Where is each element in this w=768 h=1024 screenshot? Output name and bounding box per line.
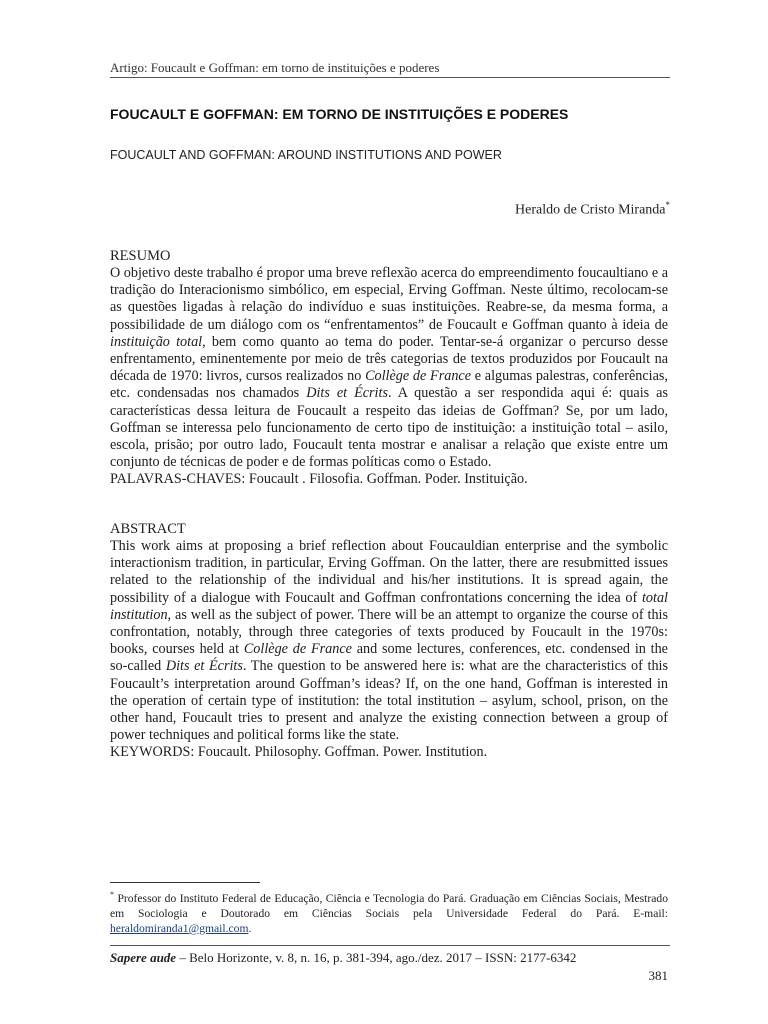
resumo-heading: RESUMO	[110, 248, 171, 264]
footnote-rule	[110, 882, 260, 883]
running-header: Artigo: Foucault e Goffman: em torno de instituições e poderes	[110, 60, 440, 75]
email-link[interactable]: heraldomiranda1@gmail.com	[110, 921, 249, 935]
author-footnote-mark: *	[665, 200, 670, 210]
journal-name: Sapere aude	[110, 950, 177, 965]
abstract-text-part: This work aims at proposing a brief reflection about Foucauldian enterprise and the symbolic interactionism tradition, in particular, Erving Goffman. On the latter, there are resubmitted issues related to the relationship of the individual and his/her institutions. It is spread again, the possibility of a dialogue with Foucault and Goffman confrontations concerning the idea of	[110, 538, 668, 606]
page-number: 381	[648, 968, 668, 983]
abstract-italic-term: total institution	[110, 589, 668, 623]
article-subtitle: FOUCAULT AND GOFFMAN: AROUND INSTITUTIONS AND POWER	[110, 148, 502, 162]
journal-details: – Belo Horizonte, v. 8, n. 16, p. 381-394, ago./dez. 2017 – ISSN: 2177-6342	[176, 950, 577, 965]
resumo-text-part: O objetivo deste trabalho é propor uma breve reflexão acerca do empreendimento foucaultiano e a tradição do Interacionismo simbólico, em especial, Erving Goffman. Neste último, recolocam-se as questões ligadas à relação do indivíduo e suas instituições. Reabre-se, da mesma forma, a possibilidade de um diálogo com os “enfrentamentos” de Foucault e Goffman quanto à ideia de	[110, 265, 668, 333]
footnote-end: .	[248, 921, 252, 935]
footnote-text: Professor do Instituto Federal de Educação, Ciência e Tecnologia do Pará. Graduação em Ciências Sociais, Mestrado em Sociologia e Doutorado em Ciências Sociais pela Universidade Federal do Pará. E-mail:	[110, 891, 668, 920]
resumo-text-part: . A questão a ser respondida aqui é: quais as características dessa leitura de Foucault a respeito das ideias de Goffman? Se, por um lado, Goffman se interessa pelo funcionamento de certo tipo de instituição: a instituição total – asilo, escola, prisão; por outro lado, Foucault tenta mostrar e analisar a relação que existe entre um conjunto de técnicas de poder e de formas políticas como o Estado.	[110, 385, 668, 471]
abstract-heading: ABSTRACT	[110, 521, 186, 537]
abstract-italic-term: Dits et Écrits	[165, 658, 243, 675]
footnote-mark: *	[110, 890, 114, 899]
resumo-keywords: PALAVRAS-CHAVES: Foucault . Filosofia. Goffman. Poder. Instituição.	[110, 471, 528, 488]
abstract-text-part: , as well as the subject of power. There will be an attempt to organize the course of this confrontation, notably, through three categories of texts produced by Foucault in the 1970s: books, courses held at	[110, 606, 668, 658]
abstract-section	[110, 520, 668, 762]
resumo-text	[110, 265, 668, 471]
footer-rule	[110, 945, 670, 946]
journal-citation	[110, 950, 670, 966]
resumo-text-part: , bem como quanto ao tema do poder. Tentar-se-á organizar o percurso desse enfrentamento, eminentemente por meio de três categorias de textos produzidos por Foucault na década de 1970: livros, cursos realizados no	[110, 333, 668, 385]
abstract-text-part: and some lectures, conferences, etc. condensed in the so-called	[110, 641, 668, 675]
abstract-text	[110, 538, 668, 744]
abstract-italic-term: Collège de France	[243, 641, 352, 658]
author-name: Heraldo de Cristo Miranda	[515, 202, 666, 218]
resumo-text-part: e algumas palestras, conferências, etc. condensadas nos chamados	[110, 368, 668, 402]
resumo-italic-term: Collège de France	[365, 368, 472, 385]
resumo-italic-term: instituição total	[110, 333, 203, 350]
resumo-italic-term: Dits et Écrits	[306, 385, 388, 402]
article-title: FOUCAULT E GOFFMAN: EM TORNO DE INSTITUIÇÕES E PODERES	[110, 106, 569, 122]
abstract-keywords: KEYWORDS: Foucault. Philosophy. Goffman. Power. Institution.	[110, 744, 488, 761]
author-footnote	[110, 887, 668, 936]
author-line	[515, 200, 670, 219]
abstract-text-part: . The question to be answered here is: what are the characteristics of this Foucault’s interpretation around Goffman’s ideas? If, on the one hand, Goffman is interested in the operation of certain type of institution: the total institution – asylum, school, prison, on the other hand, Foucault tries to present and analyze the existing connection between a group of power techniques and political forms like the state.	[110, 658, 668, 744]
header-rule	[110, 77, 670, 78]
resumo-section	[110, 247, 668, 489]
